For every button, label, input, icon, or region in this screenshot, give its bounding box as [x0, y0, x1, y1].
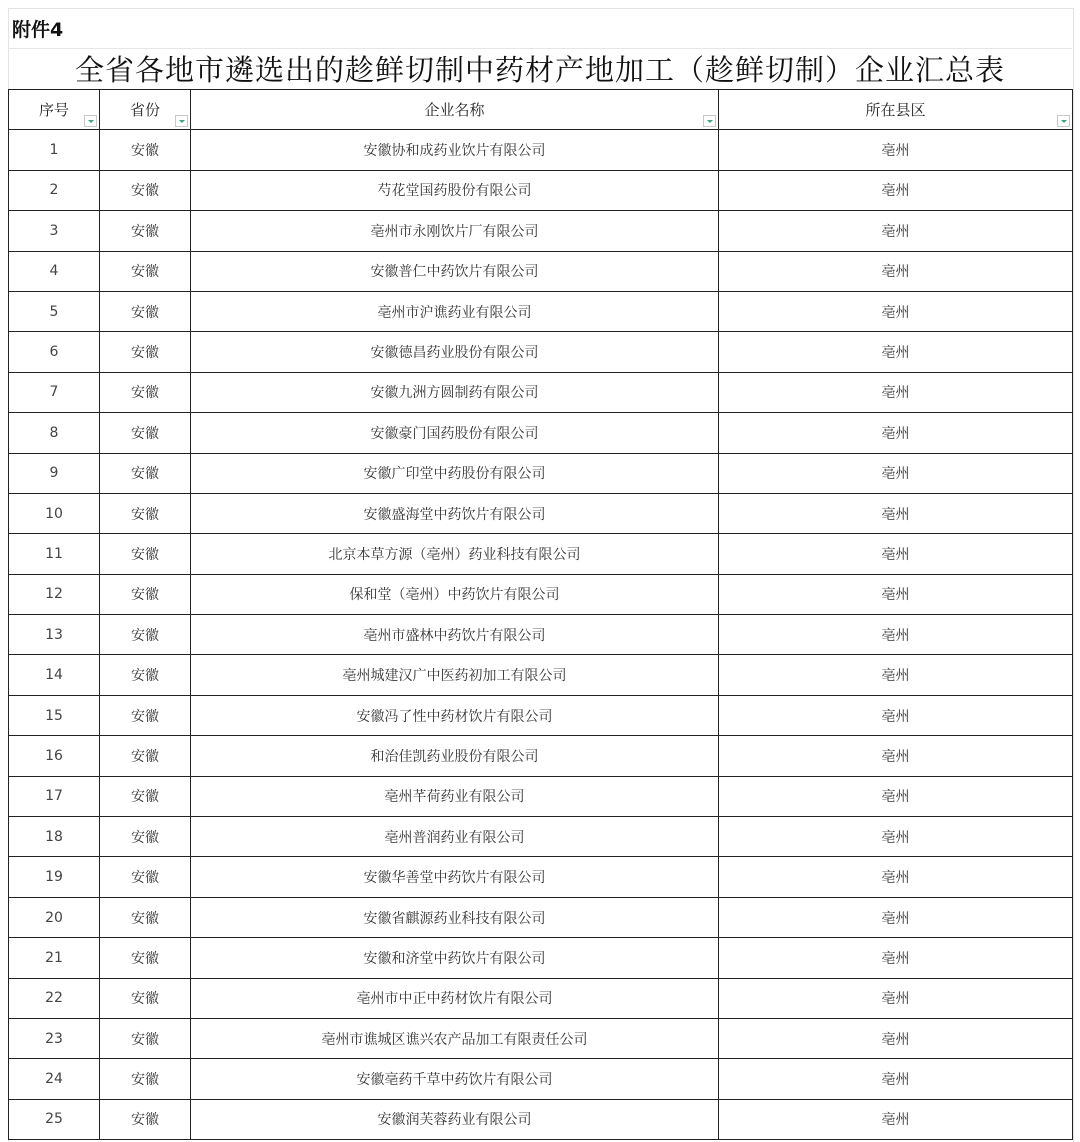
table-row	[9, 211, 1073, 251]
table-row	[9, 655, 1073, 695]
table-row	[9, 978, 1073, 1018]
cell-province[interactable]: 安徽	[100, 817, 191, 857]
cell-county[interactable]: 亳州	[719, 736, 1073, 776]
cell-province[interactable]: 安徽	[100, 857, 191, 897]
cell-county[interactable]: 亳州	[719, 776, 1073, 816]
cell-county[interactable]: 亳州	[719, 493, 1073, 533]
cell-company[interactable]: 亳州市永刚饮片厂有限公司	[191, 211, 719, 251]
cell-index[interactable]: 3	[9, 211, 100, 251]
cell-index[interactable]: 18	[9, 817, 100, 857]
cell-index[interactable]: 24	[9, 1059, 100, 1099]
cell-company[interactable]: 安徽和济堂中药饮片有限公司	[191, 938, 719, 978]
cell-county[interactable]: 亳州	[719, 534, 1073, 574]
cell-county[interactable]: 亳州	[719, 574, 1073, 614]
header-index	[9, 90, 100, 130]
cell-index[interactable]: 25	[9, 1099, 100, 1139]
cell-province[interactable]: 安徽	[100, 1059, 191, 1099]
row-divider	[8, 48, 1072, 49]
cell-province[interactable]: 安徽	[100, 372, 191, 412]
table-row	[9, 695, 1073, 735]
cell-province[interactable]: 安徽	[100, 291, 191, 331]
cell-county[interactable]: 亳州	[719, 817, 1073, 857]
cell-index[interactable]: 17	[9, 776, 100, 816]
cell-county[interactable]: 亳州	[719, 1099, 1073, 1139]
cell-company[interactable]: 芍花堂国药股份有限公司	[191, 170, 719, 210]
cell-county[interactable]: 亳州	[719, 170, 1073, 210]
header-province-label: 省份	[129, 101, 160, 120]
cell-province[interactable]: 安徽	[100, 332, 191, 372]
cell-county[interactable]: 亳州	[719, 211, 1073, 251]
cell-company[interactable]: 亳州芊荷药业有限公司	[191, 776, 719, 816]
cell-company[interactable]: 亳州城建汉广中医药初加工有限公司	[191, 655, 719, 695]
cell-company[interactable]: 北京本草方源（亳州）药业科技有限公司	[191, 534, 719, 574]
cell-province[interactable]: 安徽	[100, 695, 191, 735]
cell-company[interactable]: 亳州市沪谯药业有限公司	[191, 291, 719, 331]
cell-company[interactable]: 亳州市谯城区谯兴农产品加工有限责任公司	[191, 1018, 719, 1058]
cell-province[interactable]: 安徽	[100, 1099, 191, 1139]
cell-county[interactable]: 亳州	[719, 1018, 1073, 1058]
cell-company[interactable]: 安徽润芙蓉药业有限公司	[191, 1099, 719, 1139]
cell-company[interactable]: 安徽华善堂中药饮片有限公司	[191, 857, 719, 897]
table-row	[9, 493, 1073, 533]
header-province	[100, 90, 191, 130]
table-row	[9, 251, 1073, 291]
header-index-label: 序号	[38, 101, 69, 120]
cell-province[interactable]: 安徽	[100, 574, 191, 614]
cell-company[interactable]: 安徽亳药千草中药饮片有限公司	[191, 1059, 719, 1099]
table-row	[9, 130, 1073, 170]
cell-index[interactable]: 11	[9, 534, 100, 574]
cell-county[interactable]: 亳州	[719, 291, 1073, 331]
cell-company[interactable]: 亳州市中正中药材饮片有限公司	[191, 978, 719, 1018]
cell-index[interactable]: 5	[9, 291, 100, 331]
cell-company[interactable]: 保和堂（亳州）中药饮片有限公司	[191, 574, 719, 614]
cell-company[interactable]: 安徽九洲方圆制药有限公司	[191, 372, 719, 412]
page-title: 全省各地市遴选出的趁鲜切制中药材产地加工（趁鲜切制）企业汇总表	[74, 53, 1005, 87]
cell-county[interactable]: 亳州	[719, 978, 1073, 1018]
cell-county[interactable]: 亳州	[719, 938, 1073, 978]
cell-company[interactable]: 亳州市盛林中药饮片有限公司	[191, 615, 719, 655]
cell-index[interactable]: 16	[9, 736, 100, 776]
cell-company[interactable]: 安徽协和成药业饮片有限公司	[191, 130, 719, 170]
cell-company[interactable]: 安徽省麒源药业科技有限公司	[191, 897, 719, 937]
cell-index[interactable]: 12	[9, 574, 100, 614]
cell-county[interactable]: 亳州	[719, 372, 1073, 412]
header-company-label: 企业名称	[424, 101, 485, 120]
cell-company[interactable]: 安徽豪门国药股份有限公司	[191, 413, 719, 453]
table-row	[9, 534, 1073, 574]
table-row	[9, 615, 1073, 655]
cell-province[interactable]: 安徽	[100, 130, 191, 170]
cell-index[interactable]: 6	[9, 332, 100, 372]
table-row	[9, 1099, 1073, 1139]
cell-index[interactable]: 23	[9, 1018, 100, 1058]
header-row	[9, 90, 1073, 130]
cell-province[interactable]: 安徽	[100, 170, 191, 210]
cell-county[interactable]: 亳州	[719, 413, 1073, 453]
cell-index[interactable]: 20	[9, 897, 100, 937]
cell-province[interactable]: 安徽	[100, 1018, 191, 1058]
cell-company[interactable]: 安徽盛海堂中药饮片有限公司	[191, 493, 719, 533]
cell-province[interactable]: 安徽	[100, 453, 191, 493]
table-row	[9, 1059, 1073, 1099]
cell-county[interactable]: 亳州	[719, 453, 1073, 493]
cell-company[interactable]: 安徽德昌药业股份有限公司	[191, 332, 719, 372]
table-row	[9, 736, 1073, 776]
cell-company[interactable]: 安徽广印堂中药股份有限公司	[191, 453, 719, 493]
enterprise-table	[8, 89, 1073, 1140]
cell-province[interactable]: 安徽	[100, 211, 191, 251]
table-row	[9, 291, 1073, 331]
table-row	[9, 776, 1073, 816]
table-row	[9, 170, 1073, 210]
cell-index[interactable]: 2	[9, 170, 100, 210]
cell-province[interactable]: 安徽	[100, 251, 191, 291]
cell-county[interactable]: 亳州	[719, 857, 1073, 897]
cell-company[interactable]: 亳州普润药业有限公司	[191, 817, 719, 857]
cell-province[interactable]: 安徽	[100, 978, 191, 1018]
cell-province[interactable]: 安徽	[100, 655, 191, 695]
header-company	[191, 90, 719, 130]
filter-dropdown-icon[interactable]	[175, 115, 188, 127]
table-row	[9, 332, 1073, 372]
cell-index[interactable]: 14	[9, 655, 100, 695]
table-row	[9, 817, 1073, 857]
cell-index[interactable]: 1	[9, 130, 100, 170]
cell-county[interactable]: 亳州	[719, 615, 1073, 655]
cell-index[interactable]: 19	[9, 857, 100, 897]
cell-county[interactable]: 亳州	[719, 695, 1073, 735]
cell-province[interactable]: 安徽	[100, 736, 191, 776]
cell-index[interactable]: 21	[9, 938, 100, 978]
cell-index[interactable]: 9	[9, 453, 100, 493]
cell-company[interactable]: 和治佳凯药业股份有限公司	[191, 736, 719, 776]
table-row	[9, 857, 1073, 897]
cell-province[interactable]: 安徽	[100, 938, 191, 978]
cell-index[interactable]: 8	[9, 413, 100, 453]
cell-index[interactable]: 10	[9, 493, 100, 533]
cell-province[interactable]: 安徽	[100, 534, 191, 574]
cell-county[interactable]: 亳州	[719, 332, 1073, 372]
table-body	[9, 130, 1073, 1140]
cell-county[interactable]: 亳州	[719, 130, 1073, 170]
cell-province[interactable]: 安徽	[100, 897, 191, 937]
cell-index[interactable]: 15	[9, 695, 100, 735]
filter-dropdown-icon[interactable]	[1057, 115, 1070, 127]
cell-province[interactable]: 安徽	[100, 493, 191, 533]
cell-county[interactable]: 亳州	[719, 251, 1073, 291]
cell-province[interactable]: 安徽	[100, 615, 191, 655]
filter-dropdown-icon[interactable]	[703, 115, 716, 127]
cell-index[interactable]: 13	[9, 615, 100, 655]
table-row	[9, 413, 1073, 453]
cell-county[interactable]: 亳州	[719, 897, 1073, 937]
header-county	[719, 90, 1073, 130]
cell-index[interactable]: 4	[9, 251, 100, 291]
attachment-label: 附件4	[12, 19, 64, 41]
table-row	[9, 574, 1073, 614]
filter-dropdown-icon[interactable]	[84, 115, 97, 127]
cell-province[interactable]: 安徽	[100, 413, 191, 453]
cell-index[interactable]: 22	[9, 978, 100, 1018]
table-row	[9, 372, 1073, 412]
table-row	[9, 897, 1073, 937]
cell-index[interactable]: 7	[9, 372, 100, 412]
cell-company[interactable]: 安徽冯了性中药材饮片有限公司	[191, 695, 719, 735]
header-county-label: 所在县区	[865, 101, 926, 120]
cell-company[interactable]: 安徽普仁中药饮片有限公司	[191, 251, 719, 291]
table-row	[9, 938, 1073, 978]
table-row	[9, 1018, 1073, 1058]
cell-county[interactable]: 亳州	[719, 1059, 1073, 1099]
cell-province[interactable]: 安徽	[100, 776, 191, 816]
cell-county[interactable]: 亳州	[719, 655, 1073, 695]
table-row	[9, 453, 1073, 493]
